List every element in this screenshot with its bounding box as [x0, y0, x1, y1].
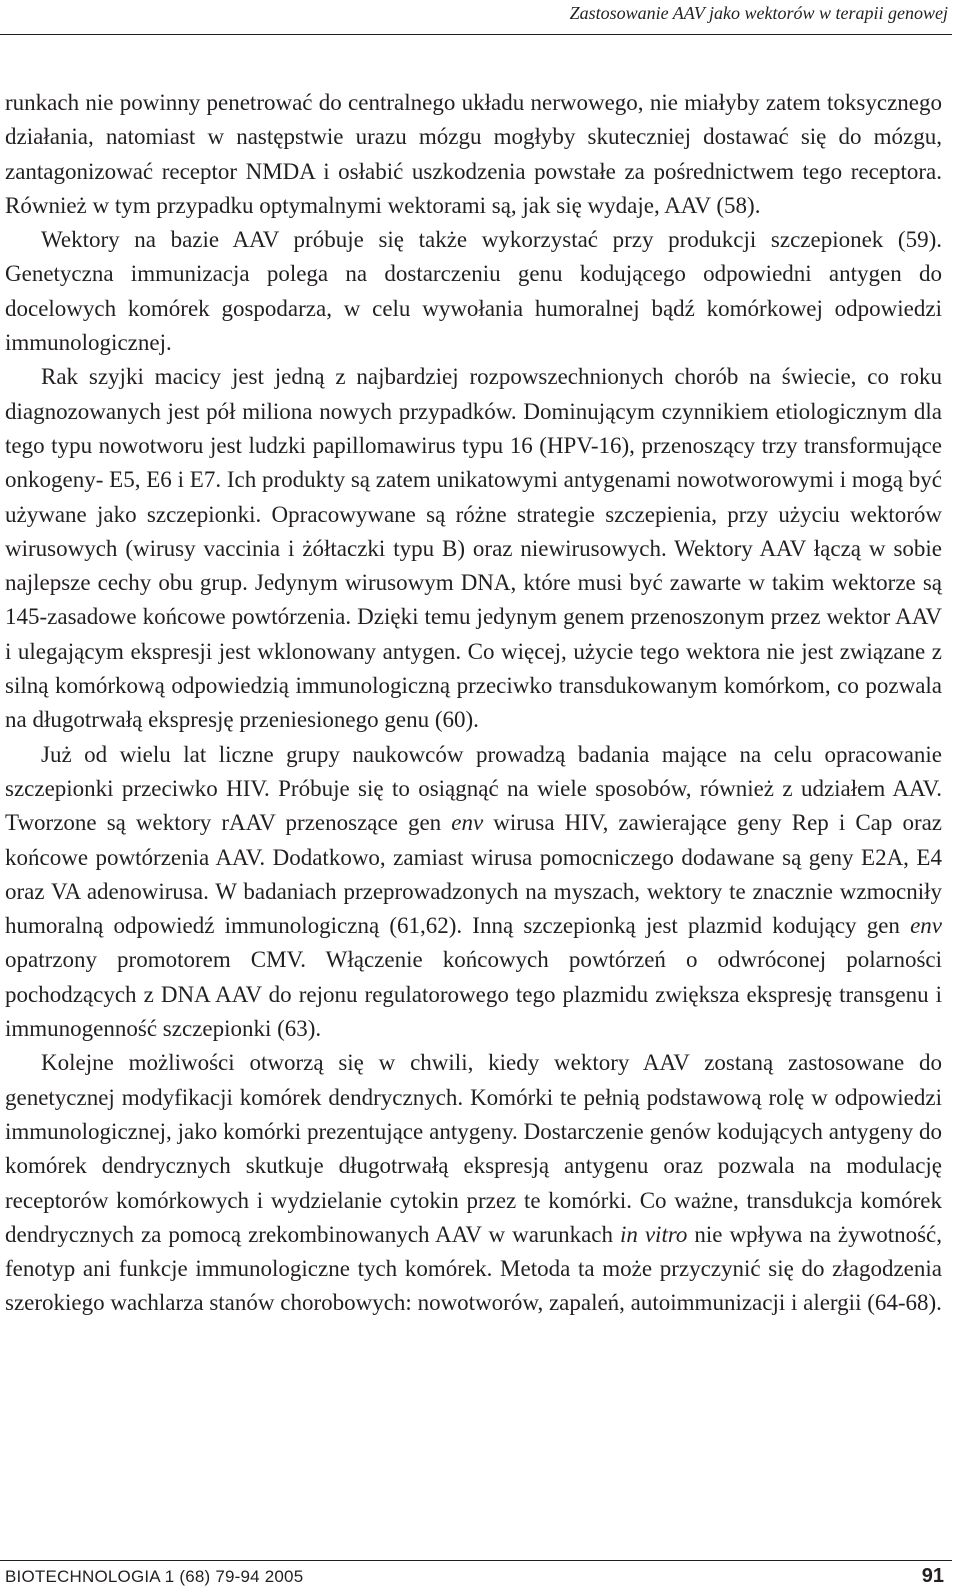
footer-rule	[0, 1560, 952, 1561]
paragraph-2-text: Wektory na bazie AAV próbuje się także wykorzystać przy produkcji szczepionek (59). Genetyczna immunizacja polega na dostarczeniu genu kodującego odpowiedni antygen do docelowych komórek gospodarza, w celu wywołania humoralnej bądź komórkowej odpowiedzi immunologicznej.	[5, 227, 942, 356]
paragraph-5	[5, 1046, 942, 1320]
paragraph-4-text-b: wirusa HIV, zawierające geny Rep i Cap oraz końcowe powtórzenia AAV. Dodatkowo, zamiast wirusa pomocniczego dodawane są geny E2A, E4 oraz VA adenowirusa. W badaniach przeprowadzonych na myszach, wektory te znacznie wzmocniły humoralną odpowiedź immunologiczną (61,62). Inną szczepionką jest plazmid kodujący gen	[5, 810, 943, 939]
paragraph-5-text-b: nie wpływa na żywotność, fenotyp ani funkcje immunologiczne tych komórek. Metoda ta może przyczynić się do złagodzenia szerokiego wachlarza stanów chorobowych: nowotworów, zapaleń, autoimmunizacji i alergii (64-68).	[5, 1221, 943, 1316]
paragraph-3-text: Rak szyjki macicy jest jedną z najbardziej rozpowszechnionych chorób na świecie, co roku diagnozowanych jest pół miliona nowych przypadków. Dominującym czynnikiem etiologicznym dla tego typu nowotworu jest ludzki papillomawirus typu 16 (HPV-16), przenoszący trzy transformujące onkogeny- E5, E6 i E7. Ich produkty są zatem unikatowymi antygenami nowotworowymi i mogą być używane jako szczepionki. Opracowywane są różne strategie szczepienia, przy użyciu wektorów wirusowych (wirusy vaccinia i żółtaczki typu B) oraz niewirusowych. Wektory AAV łączą w sobie najlepsze cechy obu grup. Jedynym wirusowym DNA, które musi być zawarte w takim wektorze są 145-zasadowe końcowe powtórzenia. Dzięki temu jedynym genem przenoszonym przez wektor AAV i ulegającym ekspresji jest wklonowany antygen. Co więcej, użycie tego wektora nie jest związane z silną komórkową odpowiedzią immunologiczną przeciwko transdukowanym komórkom, co pozwala na długotrwałą ekspresję przeniesionego genu (60).	[5, 364, 942, 733]
term-in-vitro: in vitro	[620, 1221, 688, 1247]
paragraph-2	[5, 223, 942, 360]
paragraph-4	[5, 738, 942, 1047]
paragraph-1	[5, 86, 942, 223]
paragraph-4-text-c: opatrzony promotorem CMV. Włączenie końcowych powtórzeń o odwróconej polarności pochodzących z DNA AAV do rejonu regulatorowego tego plazmidu zwiększa ekspresję transgenu i immunogenność szczepionki (63).	[5, 947, 942, 1042]
paragraph-3	[5, 360, 942, 737]
journal-citation: BIOTECHNOLOGIA 1 (68) 79-94 2005	[5, 1567, 304, 1586]
running-title: Zastosowanie AAV jako wektorów w terapii genowej	[569, 3, 948, 23]
page-number: 91	[921, 1565, 944, 1587]
paragraph-4-text-a: Już od wielu lat liczne grupy naukowców prowadzą badania mające na celu opracowanie szczepionki przeciwko HIV. Próbuje się to osiągnąć na wiele sposobów, również z udziałem AAV. Tworzone są wektory rAAV przenoszące gen	[5, 741, 942, 836]
gene-name-env-2: env	[910, 913, 943, 939]
gene-name-env: env	[451, 810, 484, 836]
header-rule	[0, 34, 952, 35]
article-body	[5, 86, 942, 1321]
paragraph-1-text: runkach nie powinny penetrować do centralnego układu nerwowego, nie miałyby zatem toksycznego działania, natomiast w następstwie urazu mózgu mogłyby skuteczniej dostawać się do mózgu, zantagonizować receptor NMDA i osłabić uszkodzenia powstałe za pośrednictwem tego receptora. Również w tym przypadku optymalnymi wektorami są, jak się wydaje, AAV (58).	[5, 90, 942, 218]
paragraph-5-text-a: Kolejne możliwości otworzą się w chwili, kiedy wektory AAV zostaną zastosowane do genetycznej modyfikacji komórek dendrycznych. Komórki te pełnią podstawową rolę w odpowiedzi immunologicznej, jako komórki prezentujące antygeny. Dostarczenie genów kodujących antygeny do komórek dendrycznych skutkuje długotrwałą ekspresją antygenu oraz pozwala na modulację receptorów komórkowych i wydzielanie cytokin przez te komórki. Co ważne, transdukcja komórek dendrycznych za pomocą zrekombinowanych AAV w warunkach	[5, 1050, 942, 1247]
